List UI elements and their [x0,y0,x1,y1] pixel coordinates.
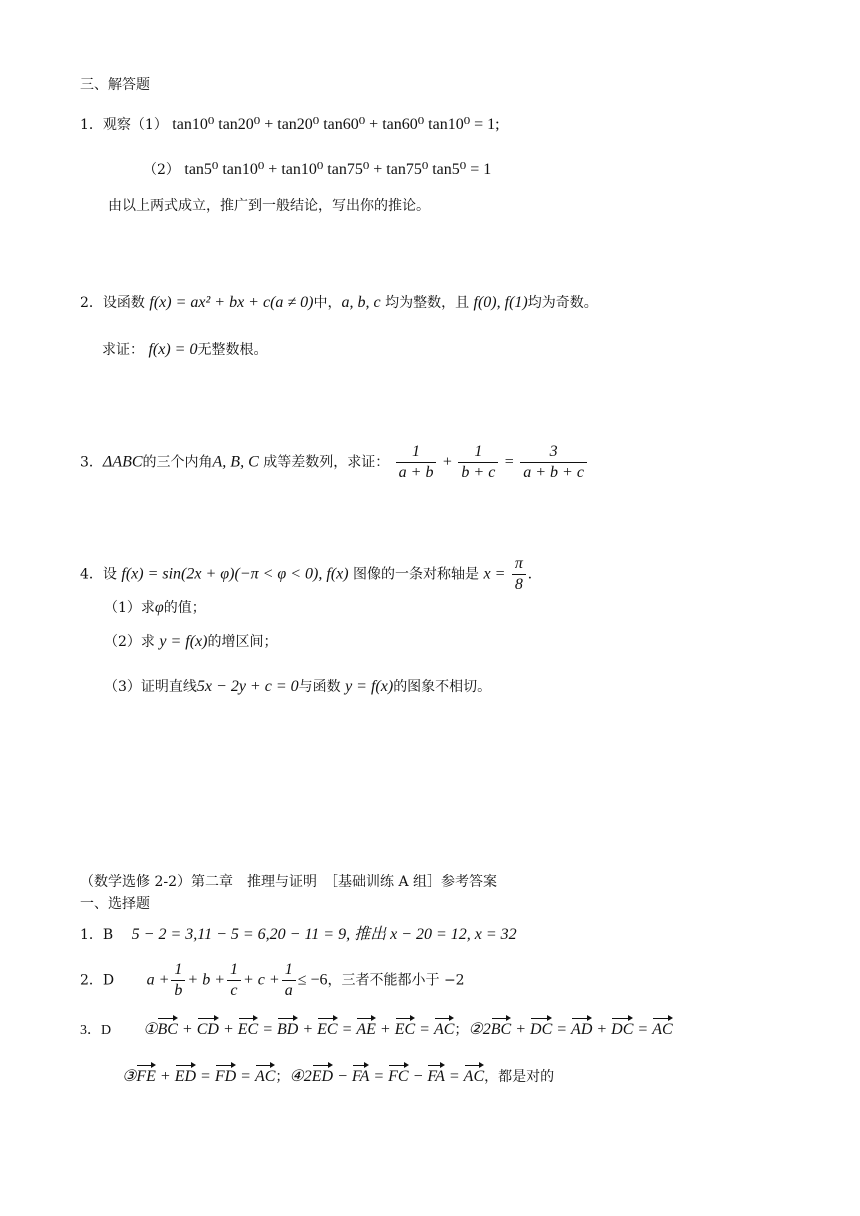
answer-number: 2．D [80,972,115,989]
function-definition: f(x) = sin(2x + φ)(−π < φ < 0), f(x) [121,565,349,583]
vector-bd: BD [277,1016,298,1040]
part-text: 与函数 [298,679,341,695]
answer-conclusion: ，都是对的 [484,1070,555,1085]
vector-ec: EC [317,1016,337,1040]
equals-sign: = [504,453,514,471]
axis-label: x = [483,565,506,583]
text: 设 [102,566,117,583]
equation-1: tan10⁰ tan20⁰ + tan20⁰ tan60⁰ + tan60⁰ tan10⁰ = 1; [172,116,500,133]
question-1-task: 由以上两式成立，推广到一般结论，写出你的推论。 [108,198,430,214]
vector-ed: ED [312,1063,333,1087]
prove-label: 求证： [102,342,144,358]
section-heading: 三、解答题 [80,77,150,93]
fraction-1-over-c: $\frac{1}{c}$ [227,960,241,1001]
part-text: 的增区间； [207,634,278,650]
answer-number: 1．B [80,927,114,943]
question-number: 1． [80,117,103,133]
fraction-1-over-a: $\frac{1}{a}$ [282,960,296,1001]
text: 设函数 [102,295,145,311]
text: 中， [313,295,342,311]
question-intro: 观察（1） [102,117,168,133]
answer-text: 5 − 2 = 3,11 − 5 = 6,20 − 11 = 9, 推出 x − 20 = 12, x = 32 [131,926,517,943]
question-2-line-1 [80,293,598,313]
text: 均为奇数。 [527,295,598,311]
vector-fa: FA [352,1063,369,1087]
question-number: 2． [80,295,103,311]
plus-sign: + [442,453,452,471]
circled-4: ④ [289,1068,304,1085]
separator: ； [454,1023,469,1038]
vector-ec: EC [238,1016,258,1040]
variables: a, b, c [341,294,381,311]
answer-text: ，三者不能都小于 −2 [327,972,465,989]
vector-bc: BC [157,1016,177,1040]
fraction-2: $\frac{1}{b + c}$ [458,442,498,483]
vector-cd: CD [197,1016,219,1040]
prove-equation: f(x) = 0 [148,341,198,358]
circled-2: ② [468,1021,483,1038]
function-values: f(0), f(1) [473,294,528,311]
period: . [527,565,532,583]
variable: φ [154,599,164,616]
term: + b + [187,971,225,989]
vector-ac: AC [464,1063,484,1087]
function-definition: f(x) = ax² + bx + c(a ≠ 0) [149,294,314,311]
vector-dc: DC [530,1016,552,1040]
answer-number: 3．D [80,1023,112,1038]
question-1-line-2 [143,160,491,180]
answer-2 [80,960,465,1001]
circled-1: ① [143,1021,158,1038]
answer-3-line-2: ③FE + ED = FD = AC；④2ED − FA = FC − FA = AC，都是对的 [122,1063,554,1088]
vector-dc: DC [611,1016,633,1040]
part-text: 的值； [163,600,206,616]
question-4-part-3 [104,677,491,697]
question-1-line-1 [80,115,500,135]
vector-fe: FE [136,1063,156,1087]
vector-bc: BC [491,1016,511,1040]
vector-ac: AC [255,1063,275,1087]
fraction-pi-over-8: $\frac{\pi}{8}$ [512,554,526,595]
prove-text: 无整数根。 [197,342,268,358]
fraction-1: $\frac{1}{a + b}$ [396,442,437,483]
vector-fa: FA [427,1063,444,1087]
sub-label: （2） [143,162,180,178]
function: y = f(x) [159,633,208,650]
fraction-3: $\frac{3}{a + b + c}$ [520,442,587,483]
question-3 [80,442,589,483]
part-label: （3）证明直线 [104,679,197,695]
question-number: 3． [80,454,103,471]
vector-ec: EC [395,1016,415,1040]
fraction-1-over-b: $\frac{1}{b}$ [171,960,185,1001]
vector-ac: AC [434,1016,454,1040]
question-2-line-2 [102,340,267,360]
text: 成等差数列，求证： [263,454,390,471]
term: a + [146,971,170,989]
equation-2: tan5⁰ tan10⁰ + tan10⁰ tan75⁰ + tan75⁰ tan5⁰ = 1 [184,161,492,178]
vector-fc: FC [388,1063,408,1087]
question-number: 4． [80,566,103,583]
answers-title: （数学选修 2-2）第二章 推理与证明 ［基础训练 A 组］参考答案 [80,874,498,890]
answer-3-line-1: 3．D ①BC + CD + EC = BD + EC = AE + EC = AC；②2BC + DC = AD + DC = AC [80,1016,673,1041]
inequality: ≤ −6 [297,971,328,989]
term: + c + [242,971,280,989]
text: 的三个内角 [142,454,213,471]
vector-ad: AD [571,1016,592,1040]
part-label: （1）求 [104,600,155,616]
vector-ed: ED [175,1063,196,1087]
part-label: （2）求 [104,634,155,650]
part-text: 的图象不相切。 [393,679,492,695]
vector-fd: FD [215,1063,236,1087]
text: 图像的一条对称轴是 [353,566,480,583]
vector-ae: AE [356,1016,376,1040]
separator: ； [275,1070,290,1085]
vector-ac: AC [652,1016,672,1040]
triangle: ΔABC [102,453,143,471]
circled-3: ③ [122,1068,137,1085]
answer-1 [80,925,517,945]
text: 均为整数，且 [385,295,470,311]
line-equation: 5x − 2y + c = 0 [196,678,299,695]
question-4-part-2 [104,632,277,652]
question-4-part-1 [104,598,206,618]
angles: A, B, C [212,453,259,471]
function: y = f(x) [345,678,394,695]
answers-heading: 一、选择题 [80,896,150,912]
question-4-line-1 [80,554,532,595]
